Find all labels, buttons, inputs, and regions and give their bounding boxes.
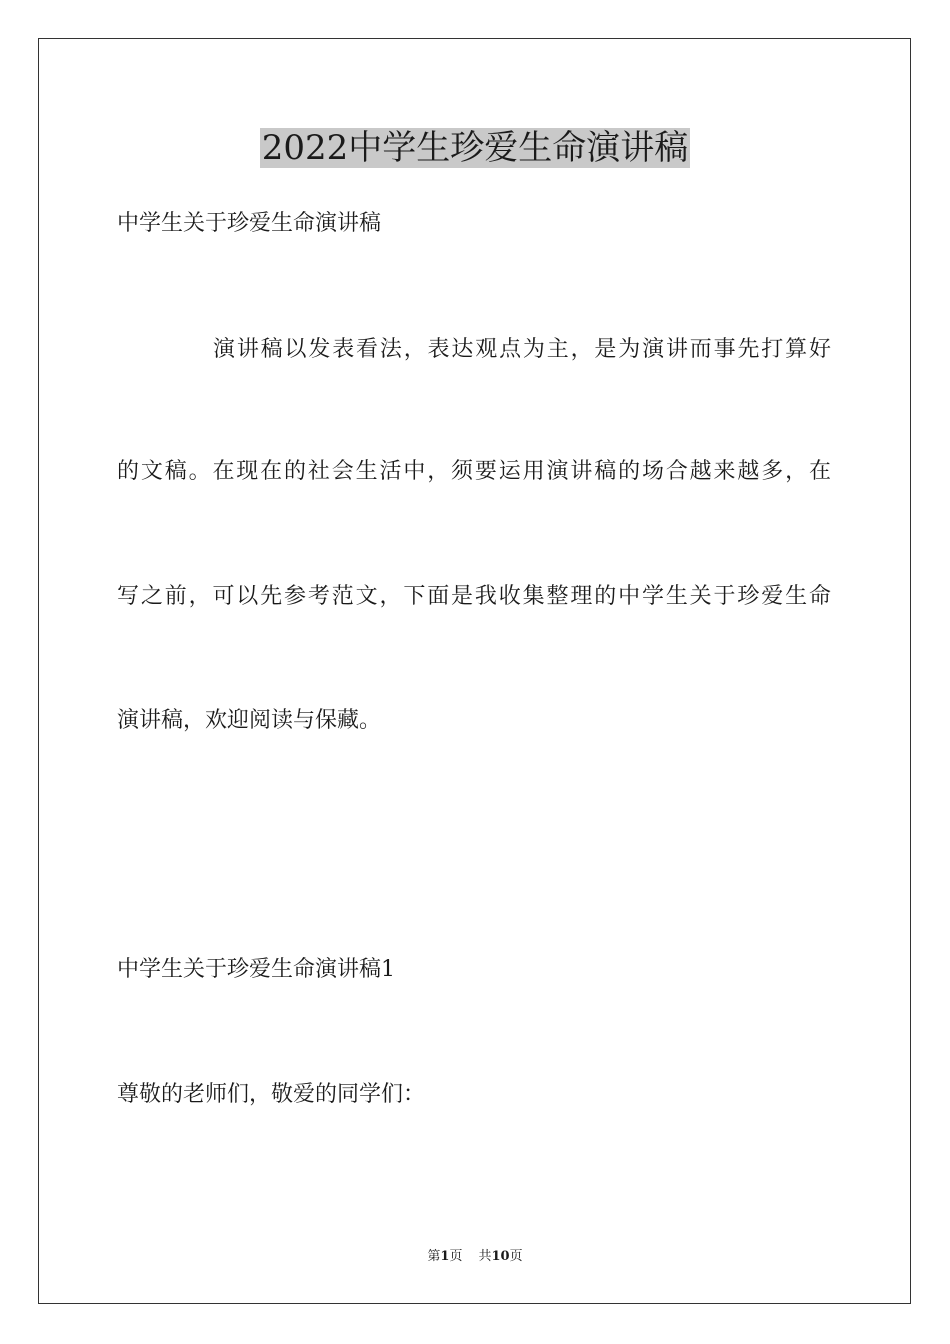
intro-paragraph-line-4: 演讲稿，欢迎阅读与保藏。	[117, 708, 382, 733]
document-title-text: 2022中学生珍爱生命演讲稿	[261, 128, 689, 168]
salutation: 尊敬的老师们，敬爱的同学们：	[117, 1082, 426, 1107]
footer-total-prefix: 共	[478, 1249, 492, 1264]
footer-page-prefix: 第	[427, 1249, 441, 1264]
document-title	[0, 128, 950, 168]
intro-paragraph-line-1: 演讲稿以发表看法，表达观点为主，是为演讲而事先打算好	[213, 337, 831, 362]
document-subtitle: 中学生关于珍爱生命演讲稿	[117, 211, 382, 236]
footer-page-number: 1	[440, 1249, 450, 1264]
section-heading: 中学生关于珍爱生命演讲稿1	[117, 957, 395, 982]
intro-paragraph-line-2: 的文稿。在现在的社会生活中，须要运用演讲稿的场合越来越多，在	[117, 459, 831, 484]
footer-page-suffix: 页	[449, 1249, 463, 1264]
footer-total-suffix: 页	[509, 1249, 523, 1264]
footer-total-pages: 10	[491, 1249, 510, 1264]
page-footer	[0, 1248, 950, 1266]
intro-paragraph-line-3: 写之前，可以先参考范文，下面是我收集整理的中学生关于珍爱生命	[117, 584, 831, 609]
